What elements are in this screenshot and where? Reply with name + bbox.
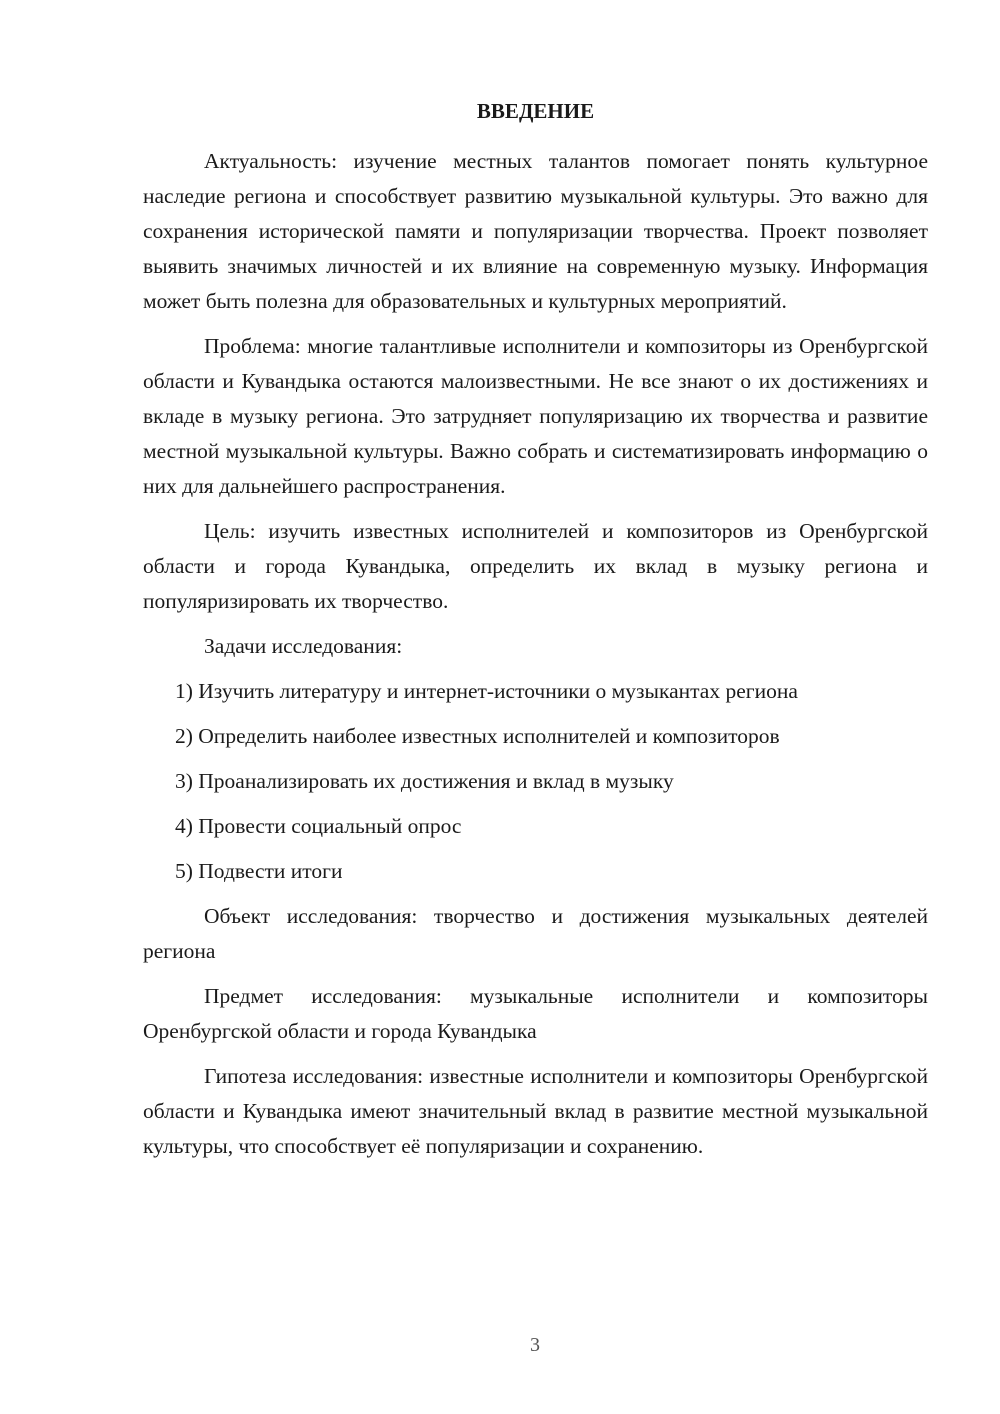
task-item: 4) Провести социальный опрос [175, 814, 462, 838]
task-item: 1) Изучить литературу и интернет-источники о музыкантах региона [175, 679, 798, 703]
page-number: 3 [530, 1334, 540, 1356]
relevance-paragraph: Актуальность: изучение местных талантов помогает понять культурное наследие региона и способствует развитию музыкальной культуры. Это важно для сохранения исторической памяти и популяризации творчества. Проект позволяет выявить значимых личностей и их влияние на современную музыку. Информация может быть полезна для образовательных и культурных мероприятий. [143, 149, 928, 313]
task-item: 2) Определить наиболее известных исполнителей и композиторов [175, 724, 780, 748]
goal-paragraph: Цель: изучить известных исполнителей и композиторов из Оренбургской области и города Кувандыка, определить их вклад в музыку региона и популяризировать их творчество. [143, 519, 928, 613]
hypothesis-paragraph: Гипотеза исследования: известные исполнители и композиторы Оренбургской области и Кувандыка имеют значительный вклад в развитие местной музыкальной культуры, что способствует её популяризации и сохранению. [143, 1064, 928, 1158]
object-paragraph: Объект исследования: творчество и достижения музыкальных деятелей региона [143, 904, 928, 963]
page-title: ВВЕДЕНИЕ [476, 99, 595, 123]
problem-paragraph: Проблема: многие талантливые исполнители и композиторы из Оренбургской области и Кувандыка остаются малоизвестными. Не все знают о их достижениях и вкладе в музыку региона. Это затрудняет популяризацию их творчества и развитие местной музыкальной культуры. Важно собрать и систематизировать информацию о них для дальнейшего распространения. [143, 334, 928, 498]
tasks-list [143, 674, 928, 889]
task-item: 5) Подвести итоги [175, 859, 343, 883]
document-page [143, 96, 928, 1174]
subject-paragraph: Предмет исследования: музыкальные исполнители и композиторы Оренбургской области и города Кувандыка [143, 984, 928, 1043]
task-item: 3) Проанализировать их достижения и вклад в музыку [175, 769, 674, 793]
tasks-heading: Задачи исследования: [204, 634, 403, 658]
